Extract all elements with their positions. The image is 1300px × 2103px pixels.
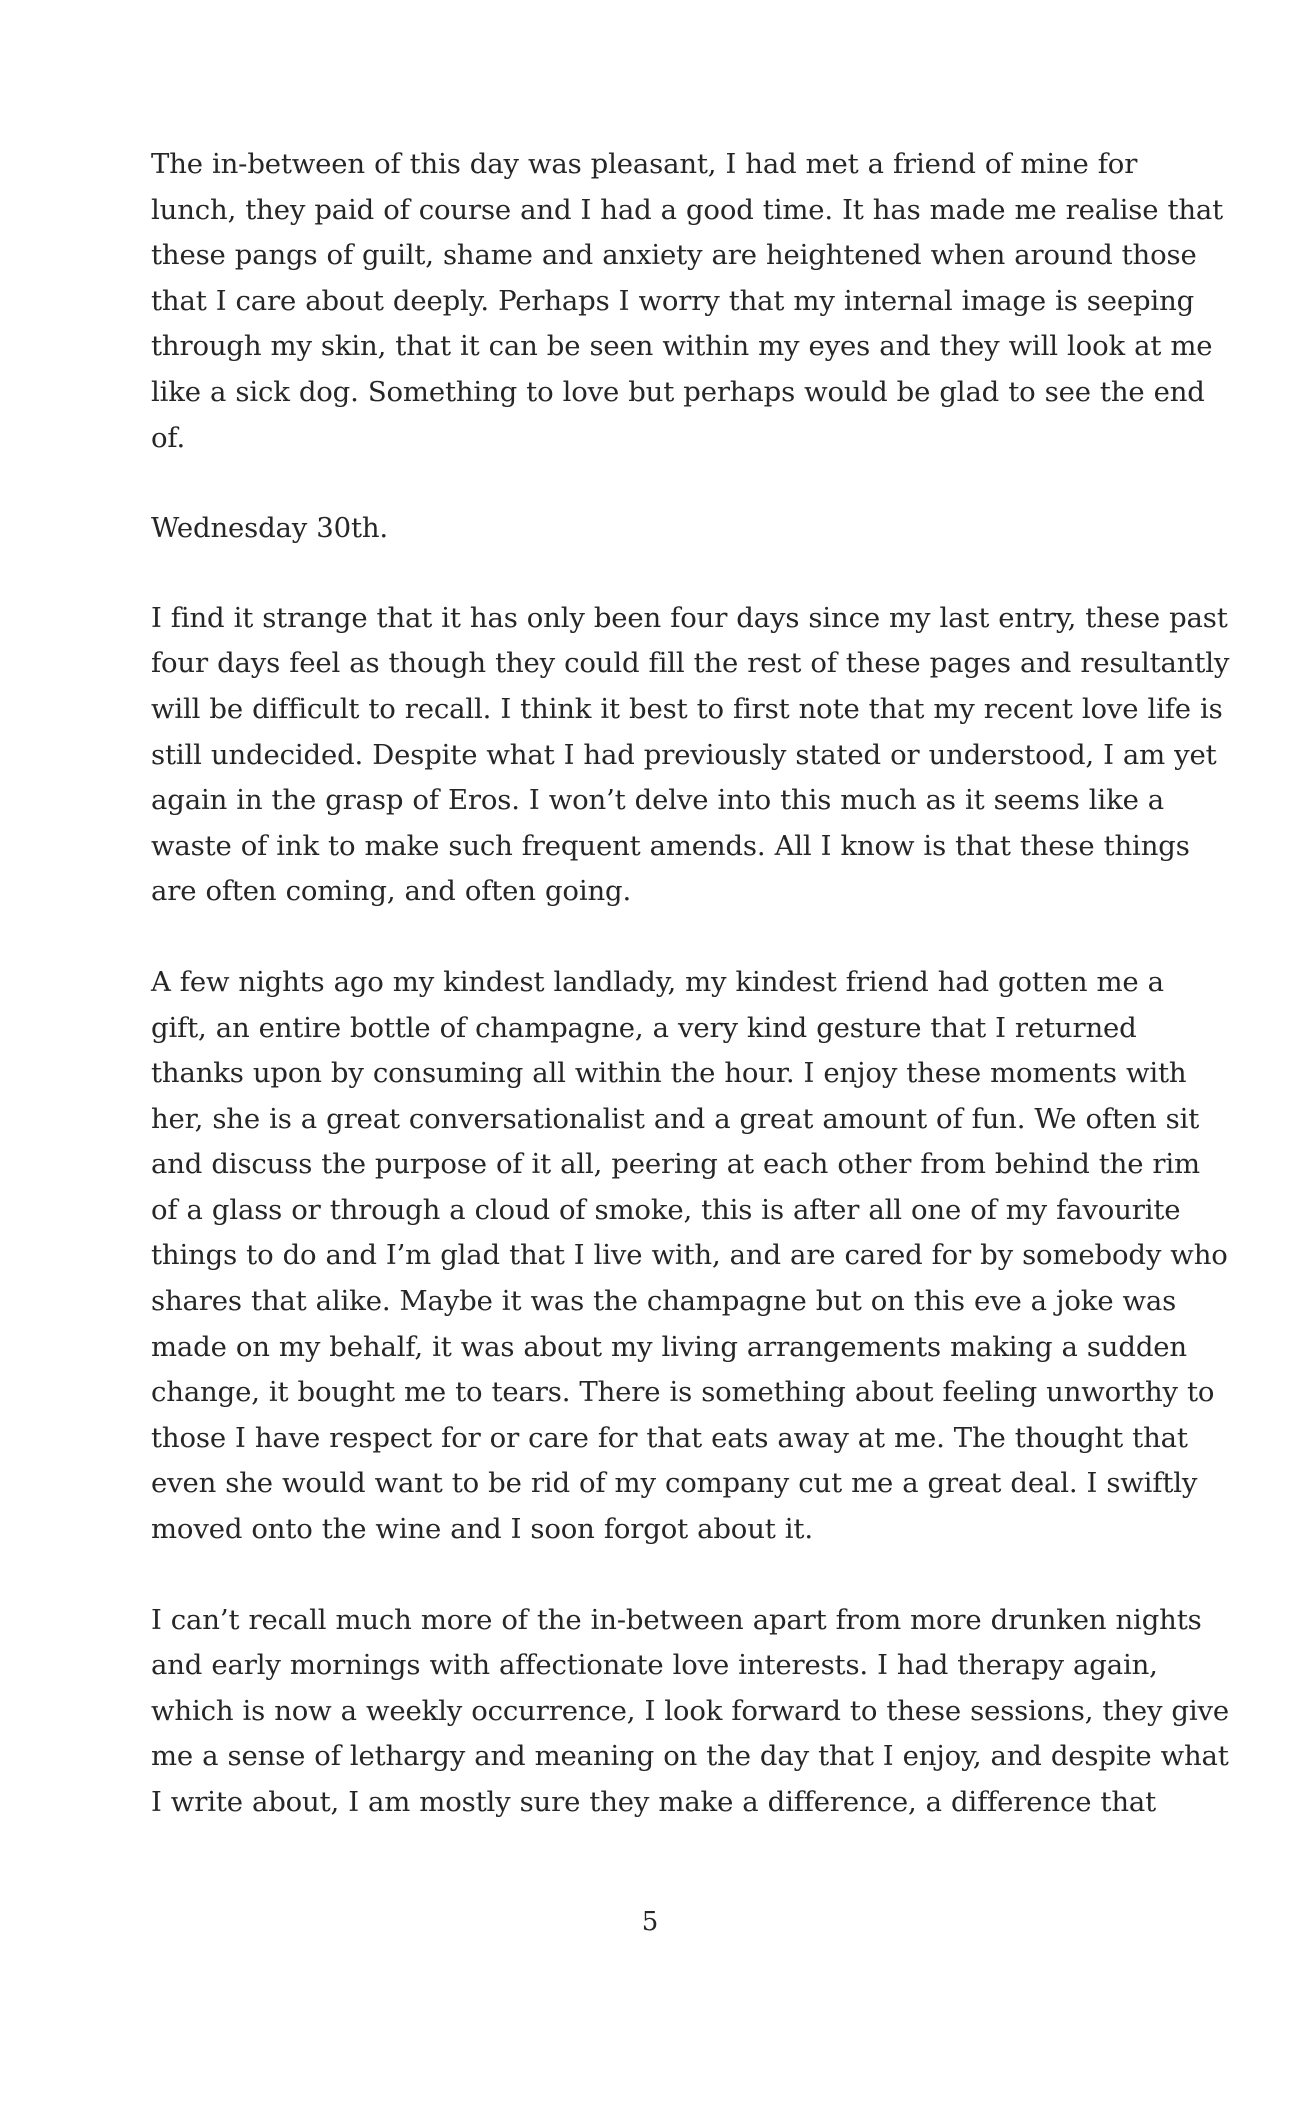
text-line: again in the grasp of Eros. I won’t delve into this much as it seems like a xyxy=(151,784,1165,817)
text-line: gift, an entire bottle of champagne, a very kind gesture that I returned xyxy=(151,1011,1137,1044)
text-line: The in-between of this day was pleasant, I had met a friend of mine for xyxy=(151,148,1138,180)
text-line: that I care about deeply. Perhaps I worry that my internal image is seeping xyxy=(151,284,1195,317)
text-line: even she would want to be rid of my company cut me a great deal. I swiftly xyxy=(151,1467,1198,1500)
text-line: which is now a weekly occurrence, I look forward to these sessions, they give xyxy=(151,1694,1230,1727)
text-line: her, she is a great conversationalist and a great amount of fun. We often sit xyxy=(151,1102,1200,1135)
text-line: thanks upon by consuming all within the hour. I enjoy these moments with xyxy=(151,1057,1187,1090)
text-line: and discuss the purpose of it all, peering at each other from behind the rim xyxy=(151,1148,1200,1181)
text-line: these pangs of guilt, shame and anxiety are heightened when around those xyxy=(151,239,1197,272)
text-line: change, it bought me to tears. There is something about feeling unworthy to xyxy=(151,1376,1215,1409)
text-line: lunch, they paid of course and I had a good time. It has made me realise that xyxy=(151,193,1224,226)
text-line: I can’t recall much more of the in-between apart from more drunken nights xyxy=(151,1603,1202,1636)
text-line: will be difficult to recall. I think it best to first note that my recent love life is xyxy=(151,692,1223,725)
body-text xyxy=(151,142,1230,1871)
text-line: waste of ink to make such frequent amends. All I know is that these things xyxy=(151,829,1190,862)
text-line: of a glass or through a cloud of smoke, this is after all one of my favourite xyxy=(151,1193,1181,1226)
text-line: those I have respect for or care for that eats away at me. The thought that xyxy=(151,1421,1188,1454)
text-line: moved onto the wine and I soon forgot about it. xyxy=(151,1513,813,1546)
entry-date: Wednesday 30th. xyxy=(151,512,389,545)
text-line: shares that alike. Maybe it was the champagne but on this eve a joke was xyxy=(151,1285,1177,1318)
paragraph-champagne xyxy=(151,960,1228,1553)
text-line: like a sick dog. Something to love but perhaps would be glad to see the end xyxy=(151,375,1205,408)
paragraph-four-days xyxy=(151,596,1230,915)
text-line: made on my behalf, it was about my living arrangements making a sudden xyxy=(151,1330,1187,1363)
text-line: still undecided. Despite what I had previously stated or understood, I am yet xyxy=(151,738,1217,771)
page-number: 5 xyxy=(641,1907,659,1937)
entry-date-heading xyxy=(151,506,1161,552)
text-line: things to do and I’m glad that I live with, and are cared for by somebody who xyxy=(151,1239,1228,1272)
text-line: I find it strange that it has only been four days since my last entry, these past xyxy=(151,601,1228,634)
text-line: me a sense of lethargy and meaning on the day that I enjoy, and despite what xyxy=(151,1740,1229,1773)
text-line: are often coming, and often going. xyxy=(151,875,632,908)
text-line: through my skin, that it can be seen within my eyes and they will look at me xyxy=(151,330,1213,363)
text-line: I write about, I am mostly sure they make a difference, a difference that xyxy=(151,1786,1157,1818)
text-line: and early mornings with affectionate love interests. I had therapy again, xyxy=(151,1649,1158,1682)
text-line: of. xyxy=(151,421,186,454)
text-line: four days feel as though they could fill the rest of these pages and resultantly xyxy=(151,647,1230,680)
text-line: A few nights ago my kindest landlady, my kindest friend had gotten me a xyxy=(151,965,1164,998)
paragraph-lunch xyxy=(151,142,1224,461)
paragraph-therapy xyxy=(151,1598,1230,1826)
